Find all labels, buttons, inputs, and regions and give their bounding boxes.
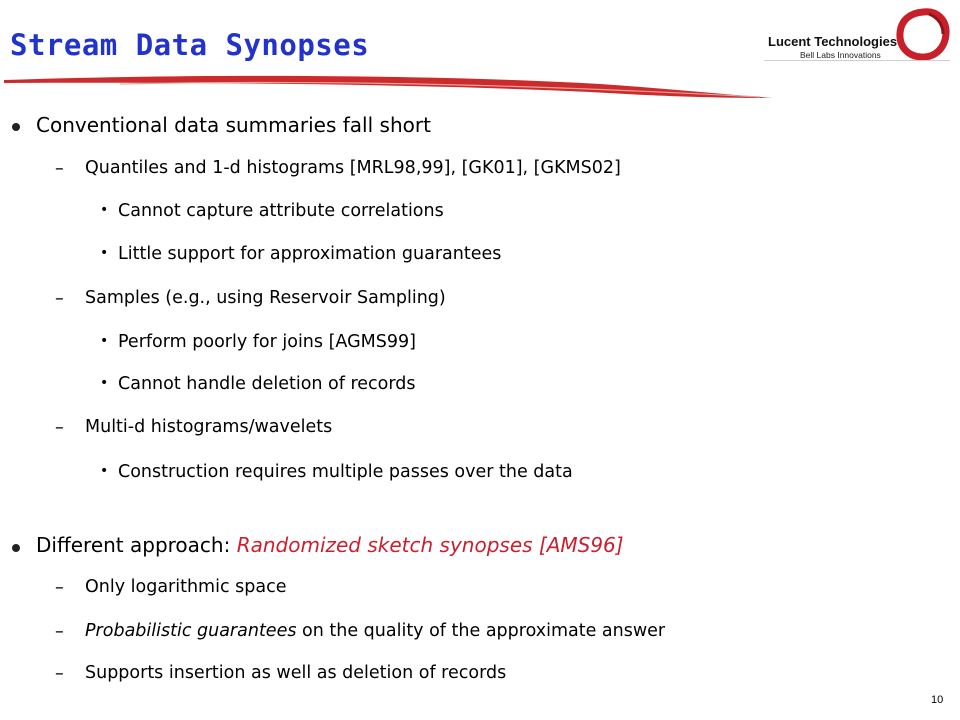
logo-divider xyxy=(764,60,950,61)
sub-sub-item-text: Cannot handle deletion of records xyxy=(118,374,416,394)
sub-sub-item-text: Cannot capture attribute correlations xyxy=(118,201,444,221)
dash-marker: – xyxy=(55,289,64,309)
dash-marker: – xyxy=(55,664,64,684)
sub-item-rest: on the quality of the approximate answer xyxy=(302,621,666,641)
sub-bullet-marker: • xyxy=(100,333,109,349)
sub-bullet-marker: • xyxy=(100,245,109,261)
sub-item-text: Samples (e.g., using Reservoir Sampling) xyxy=(85,288,446,308)
bullet-text: Conventional data summaries fall short xyxy=(36,113,431,137)
logo-subtitle: Bell Labs Innovations xyxy=(800,50,881,60)
sub-bullet-marker: • xyxy=(100,202,109,218)
highlighted-text: Randomized sketch synopses [AMS96] xyxy=(236,533,624,557)
sub-sub-item-text: Perform poorly for joins [AGMS99] xyxy=(118,332,416,352)
bullet-text xyxy=(36,533,624,557)
company-logo xyxy=(768,34,896,60)
sub-item-text: Supports insertion as well as deletion of records xyxy=(85,663,507,683)
sub-item-text: Quantiles and 1-d histograms [MRL98,99], [GK01], [GKMS02] xyxy=(85,158,621,178)
sub-item-text: Only logarithmic space xyxy=(85,577,287,597)
sub-item-text xyxy=(85,621,665,641)
sub-sub-item-text: Construction requires multiple passes over the data xyxy=(118,462,573,482)
dash-marker: – xyxy=(55,622,64,642)
italic-phrase: Probabilistic guarantees xyxy=(85,621,297,641)
bullet-dot xyxy=(12,544,20,552)
bullet-prefix: Different approach: xyxy=(36,533,231,557)
logo-name: Lucent Technologies xyxy=(768,34,898,49)
sub-bullet-marker: • xyxy=(100,375,109,391)
bullet-dot xyxy=(12,123,20,131)
sub-bullet-marker: • xyxy=(100,463,109,479)
slide-title: Stream Data Synopses xyxy=(10,28,370,62)
page-number: 10 xyxy=(931,694,944,706)
sub-item-text: Multi-d histograms/wavelets xyxy=(85,417,333,437)
dash-marker: – xyxy=(55,418,64,438)
lucent-ring-icon xyxy=(893,6,953,62)
sub-sub-item-text: Little support for approximation guarantees xyxy=(118,244,502,264)
dash-marker: – xyxy=(55,578,64,598)
title-swoosh-decoration xyxy=(0,70,780,104)
dash-marker: – xyxy=(55,159,64,179)
